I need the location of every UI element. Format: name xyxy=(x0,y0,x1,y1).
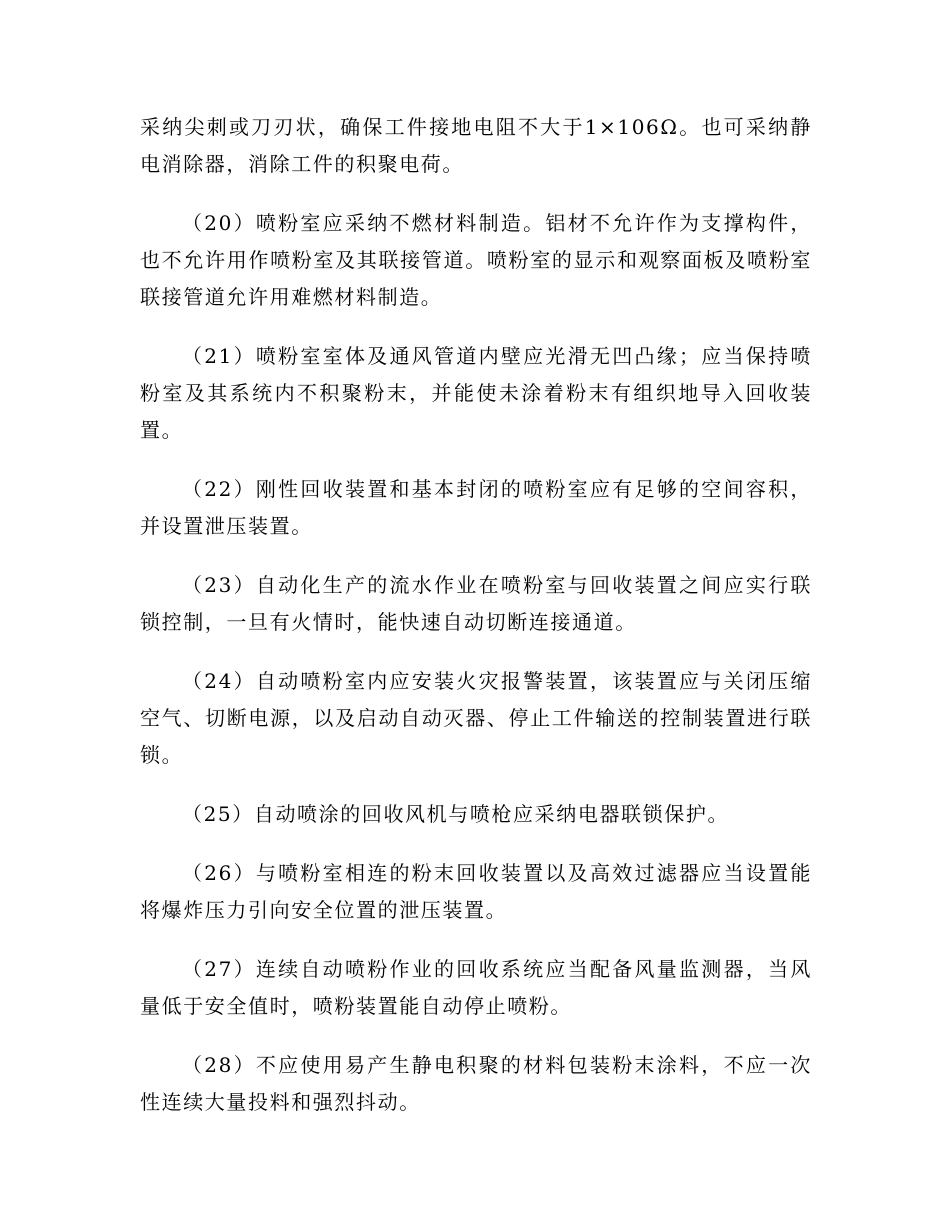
paragraph-item-25: （25）自动喷涂的回收风机与喷枪应采纳电器联锁保护。 xyxy=(182,802,730,826)
paragraph-item-28: （28）不应使用易产生静电积聚的材料包装粉末涂料，不应一次性连续大量投料和强烈抖动。 xyxy=(140,1053,812,1114)
paragraph-item-27: （27）连续自动喷粉作业的回收系统应当配备风量监测器，当风量低于安全值时，喷粉装置能自动停止喷粉。 xyxy=(140,957,812,1018)
paragraph-item-21: （21）喷粉室室体及通风管道内壁应光滑无凹凸缘；应当保持喷粉室及其系统内不积聚粉末，并能使未涂着粉末有组织地导入回收装置。 xyxy=(140,344,812,442)
paragraph-item-20: （20）喷粉室应采纳不燃材料制造。铝材不允许作为支撑构件，也不允许用作喷粉室及其联接管道。喷粉室的显示和观察面板及喷粉室联接管道允许用难燃材料制造。 xyxy=(140,211,812,309)
document-body xyxy=(140,109,812,1143)
paragraph-continuation: 采纳尖刺或刀刃状，确保工件接地电阻不大于1×106Ω。也可采纳静电消除器，消除工件的积聚电荷。 xyxy=(140,115,812,176)
paragraph-item-24: （24）自动喷粉室内应安装火灾报警装置，该装置应与关闭压缩空气、切断电源，以及启动自动灭器、停止工件输送的控制装置进行联锁。 xyxy=(140,669,812,767)
paragraph-item-23: （23）自动化生产的流水作业在喷粉室与回收装置之间应实行联锁控制，一旦有火情时，能快速自动切断连接通道。 xyxy=(140,573,812,634)
paragraph-item-26: （26）与喷粉室相连的粉末回收装置以及高效过滤器应当设置能将爆炸压力引向安全位置的泄压装置。 xyxy=(140,861,812,922)
paragraph-item-22: （22）刚性回收装置和基本封闭的喷粉室应有足够的空间容积，并设置泄压装置。 xyxy=(140,477,812,538)
